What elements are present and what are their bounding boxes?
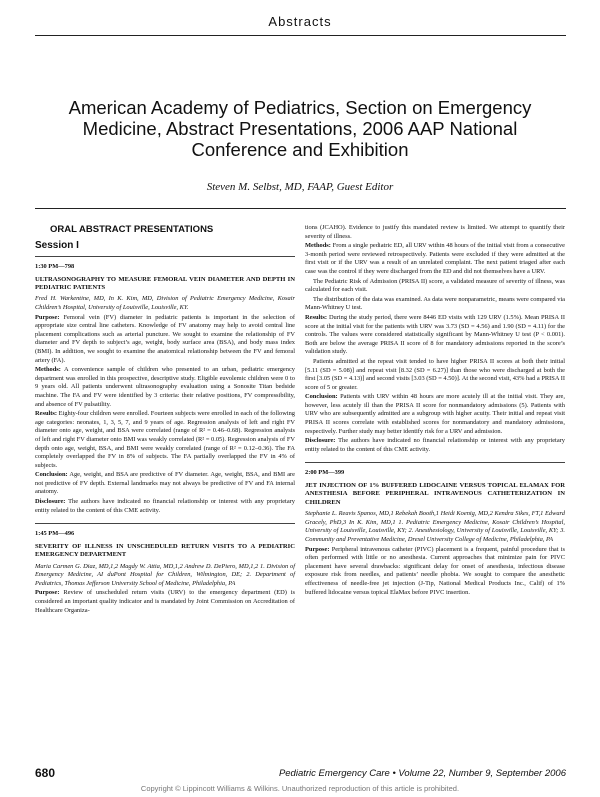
abstract-time: 1:45 PM—496 bbox=[35, 530, 75, 538]
abstract-time: 2:00 PM—399 bbox=[305, 469, 345, 477]
article-title: American Academy of Pediatrics, Section on Emergency Medicine, Abstract Presentations, 2006 AAP National Conference and Exhibition bbox=[68, 97, 532, 160]
abstract-methods: Methods: From a single pediatric ED, all URV within 48 hours of the initial visit from a consecutive 3-month period were reviewed retrospectively. Patients were excluded if they were admitted at the first visit or if the URV was a result of an unrelated complaint. The next patient triaged after each case was the control if they were discharged from the ED and did not themselves have a URV. bbox=[305, 242, 565, 275]
abstract-paragraph: Patients admitted at the repeat visit tended to have higher PRISA II scores at both their initial [5.11 (SD = 5.08)] and repeat visit [8.32 (SD = 6.27)] than those who were discharged at both the first [3.05 (SD = 4.13)] and second visits [3.03 (SD = 4.50)]. At the second visit, 43% had a PRISA II score of 5 or greater. bbox=[305, 357, 565, 391]
abstract-results: Results: Eighty-four children were enrolled. Fourteen subjects were enrolled in each of the following age categories: neonates, 1, 3, 5, 7, and 9 years of age. Regression analysis of left and right FV diameter onto age, weight, and BSA were correlated (range of R² = 0.46–0.68). Regression analysis of left and right FV diameter onto BMI was weakly correlated (R² = 0.05). Regression analysis of FV depth onto age, weight, BSA, and BMI were weakly correlated (range of R² = 0.12–0.36). The FA completely overlapped the FV in 8% of subjects. The FA partially overlapped the FV in 4% of subjects. bbox=[35, 410, 295, 469]
abstract-divider bbox=[305, 462, 565, 469]
page-number: 680 bbox=[35, 766, 56, 780]
abstract-results: Results: During the study period, there were 8446 ED visits with 129 URV (1.5%). Mean PRISA II score at the initial visit for the patients with URV was 3.73 (SD = 4.56) and 1.90 (SD = 4.11) for the controls. The values were considered statistically significant by Mann-Whitney U test (P < 0.001). Both are below the average PRISA II score of 8 for mandatory admissions reported in the score’s validation study. bbox=[305, 313, 565, 356]
title-rule bbox=[35, 208, 566, 209]
session-rule bbox=[35, 256, 295, 257]
abstract-paragraph: The Pediatric Risk of Admission (PRISA II) score, a validated measure of severity of illness, was calculated for each visit. bbox=[305, 277, 565, 294]
header-rule bbox=[35, 35, 566, 36]
oral-heading: ORAL ABSTRACT PRESENTATIONS bbox=[50, 224, 214, 235]
session-label: Session I bbox=[35, 240, 79, 251]
copyright-notice: Copyright © Lippincott Williams & Wilkins. Unauthorized reproduction of this article is prohibited. bbox=[140, 784, 460, 793]
abstract-authors: Maria Carmen G. Diaz, MD,1,2 Magdy W. Attia, MD,1,2 Andrew D. DePiero, MD,1,2 1. Division of Emergency Medicine, AI duPont Hospital for Children, Wilmington, DE; 2. Department of Pediatrics, Thomas Jefferson University School of Medicine, Philadelphia, PA bbox=[35, 562, 295, 587]
abstract-title: SEVERITY OF ILLNESS IN UNSCHEDULED RETURN VISITS TO A PEDIATRIC EMERGENCY DEPARTMENT bbox=[35, 542, 295, 559]
journal-footer: Pediatric Emergency Care • Volume 22, Number 9, September 2006 bbox=[278, 768, 566, 779]
abstract-authors: Stephanie L. Reavis Spanos, MD,1 Rebekah Booth,1 Heidi Koenig, MD,2 Kendra Sikes, FT,1 Edward Gracely, PhD,3 In K. Kim, MD,1 1. Pediatric Emergency Medicine, Kosair Children’s Hospital, University of Louisville, Louisville, KY; 2. Anesthesiology, University of Louisville, Louisville, KY; 3. Community and Preventative Medicine, Drexel University College of Medicine, Philadelphia, PA bbox=[305, 510, 565, 544]
abstract-continuation: tions (JCAHO). Evidence to justify this mandated review is limited. We attempt to quantify their severity of illness. bbox=[305, 224, 565, 240]
abstract-paragraph: The distribution of the data was examined. As data were nonparametric, means were compared via Mann-Whitney U test. bbox=[305, 295, 565, 312]
abstract-purpose: Purpose: Peripheral intravenous catheter (PIVC) placement is a frequent, painful procedure that is often performed with little or no anesthesia. Current approaches that minimize pain for PIVC placement have several drawbacks: significant delay for onset of anesthesia, infectious disease exposure risk from needles, and patients’ needle phobia. We sought to compare the anesthetic effectiveness of needle-free jet injection (J-Tip, National Medical Products Inc., Calif) of 1% buffered lidocaine versus topical ElaMax before PIVC insertion. bbox=[305, 545, 565, 596]
abstract-purpose: Purpose: Review of unscheduled return visits (URV) to the emergency department (ED) is considered an important quality indicator and is mandated by Joint Commission on Accreditation of Healthcare Organiza- bbox=[35, 589, 295, 614]
guest-editor: Steven M. Selbst, MD, FAAP, Guest Editor bbox=[206, 181, 394, 193]
abstract-time: 1:30 PM—798 bbox=[35, 263, 75, 270]
left-column bbox=[35, 263, 295, 616]
abstract-divider bbox=[35, 523, 295, 530]
abstract-title: ULTRASONOGRAPHY TO MEASURE FEMORAL VEIN DIAMETER AND DEPTH IN PEDIATRIC PATIENTS bbox=[35, 275, 295, 291]
section-header: Abstracts bbox=[268, 14, 332, 29]
right-column bbox=[305, 224, 565, 598]
abstract-authors: Fred H. Warkentine, MD, In K. Kim, MD, Division of Pediatric Emergency Medicine, Kosair Children’s Hospital, University of Louisville, Louisville, KY. bbox=[35, 295, 295, 311]
abstract-conclusion: Conclusion: Patients with URV within 48 hours are more acutely ill at the initial visit. They are, however, less acutely ill than the PRISA II score for nonmandatory admissions (5). Patients with URV who are subsequently admitted are a subgroup with higher acuity. Their initial and repeat visit PRISA II scores correlate with established scores for nonmandatory and mandatory admissions, respectively. Further study may better identify risk for a URV and admission. bbox=[305, 393, 565, 435]
abstract-disclosure: Disclosure: The authors have indicated no financial relationship or interest with any proprietary entity related to the content of this CME activity. bbox=[35, 498, 295, 514]
abstract-methods: Methods: A convenience sample of children who presented to an urban, pediatric emergency department was enrolled in this prospective, descriptive study. Eligible euvolemic children were 0 to 9 years old. All patients underwent ultrasonography evaluation using a Sonosite Titan bedside machine. The FA and FV were identified by 3 criteria: their relative positions, FV compressibility, and absence of FV pulsatility. bbox=[35, 366, 295, 408]
abstract-disclosure: Disclosure: The authors have indicated no financial relationship or interest with any proprietary entity related to the content of this CME activity. bbox=[305, 437, 565, 453]
abstract-purpose: Purpose: Femoral vein (FV) diameter in pediatric patients is important in the selection of appropriate size central line catheters. Knowledge of FV anatomy may help to avoid central line placement complications such as arterial puncture. We sought to examine the relationship of FV diameter and FV depth to subject’s age, weight, body surface area (BSA), and body mass index (BMI). In addition, we sought to examine the anatomical relationship between the FV and femoral artery (FA). bbox=[35, 313, 295, 364]
abstract-conclusion: Conclusion: Age, weight, and BSA are predictive of FV diameter. Age, weight, BSA, and BMI are not predictive of FV depth. External landmarks may not always be predictive of FV and FA internal anatomy. bbox=[35, 471, 295, 496]
abstract-title: JET INJECTION OF 1% BUFFERED LIDOCAINE VERSUS TOPICAL ELAMAX FOR ANESTHESIA BEFORE PERIPHERAL INTRAVENOUS CATHETERIZATION IN CHILDREN bbox=[305, 482, 565, 506]
